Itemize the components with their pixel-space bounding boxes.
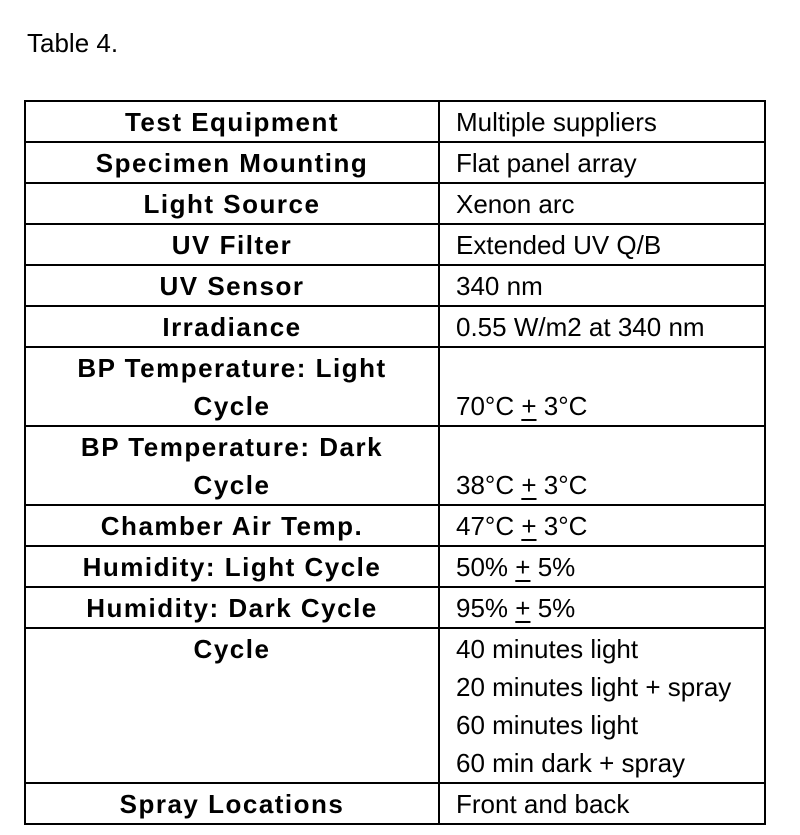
- parameter-cell: Test Equipment: [25, 101, 439, 142]
- plus-minus-sign: +: [515, 593, 531, 623]
- parameter-cell: [25, 426, 439, 505]
- value-cell: [439, 505, 765, 546]
- parameter-cell: Irradiance: [25, 306, 439, 347]
- parameter-cell: [25, 347, 439, 426]
- value-cell: [439, 587, 765, 628]
- parameter-cell: UV Filter: [25, 224, 439, 265]
- table-row: [25, 628, 765, 783]
- value-cell: [439, 546, 765, 587]
- table-row: [25, 142, 765, 183]
- table-row: [25, 783, 765, 824]
- table-row: [25, 426, 765, 505]
- value-tolerance: 5%: [537, 593, 576, 623]
- value-cell: Extended UV Q/B: [439, 224, 765, 265]
- value-cell: 0.55 W/m2 at 340 nm: [439, 306, 765, 347]
- table-row: [25, 546, 765, 587]
- value-main: 95%: [456, 593, 509, 623]
- plus-minus-sign: +: [521, 470, 537, 500]
- table-row: [25, 587, 765, 628]
- value-tolerance: 3°C: [543, 511, 588, 541]
- test-parameters-table: [24, 100, 766, 825]
- table-row: [25, 505, 765, 546]
- parameter-cell: Chamber Air Temp.: [25, 505, 439, 546]
- parameter-cell: Specimen Mounting: [25, 142, 439, 183]
- table-row: [25, 183, 765, 224]
- value-cell: Xenon arc: [439, 183, 765, 224]
- value-main: 47°C: [456, 511, 515, 541]
- parameter-cell: Spray Locations: [25, 783, 439, 824]
- value-cell: Front and back: [439, 783, 765, 824]
- value-cell: 340 nm: [439, 265, 765, 306]
- value-cell: Multiple suppliers: [439, 101, 765, 142]
- parameter-line: BP Temperature: Light: [77, 353, 387, 383]
- value-tolerance: 3°C: [543, 470, 588, 500]
- cycle-step: 60 minutes light: [456, 710, 639, 740]
- plus-minus-sign: +: [521, 511, 537, 541]
- value-main: 70°C: [456, 391, 515, 421]
- table-caption: Table 4.: [27, 28, 119, 58]
- value-cell: [439, 426, 765, 505]
- parameter-cell: Humidity: Dark Cycle: [25, 587, 439, 628]
- table-row: [25, 265, 765, 306]
- parameter-line: BP Temperature: Dark: [80, 432, 384, 462]
- cycle-step: 60 min dark + spray: [456, 748, 686, 778]
- table-row: [25, 101, 765, 142]
- table-row: [25, 347, 765, 426]
- table-row: [25, 306, 765, 347]
- parameter-line: Cycle: [193, 391, 271, 421]
- value-main: 38°C: [456, 470, 515, 500]
- parameter-line: Cycle: [193, 470, 271, 500]
- plus-minus-sign: +: [515, 552, 531, 582]
- table-row: [25, 224, 765, 265]
- value-main: 50%: [456, 552, 509, 582]
- value-tolerance: 3°C: [543, 391, 588, 421]
- value-cell: [439, 628, 765, 783]
- plus-minus-sign: +: [521, 391, 537, 421]
- parameter-cell: Light Source: [25, 183, 439, 224]
- cycle-step: 40 minutes light: [456, 634, 639, 664]
- value-cell: Flat panel array: [439, 142, 765, 183]
- cycle-step: 20 minutes light + spray: [456, 672, 732, 702]
- value-tolerance: 5%: [537, 552, 576, 582]
- parameter-cell: UV Sensor: [25, 265, 439, 306]
- value-cell: [439, 347, 765, 426]
- parameter-cell: Humidity: Light Cycle: [25, 546, 439, 587]
- parameter-cell: Cycle: [25, 628, 439, 783]
